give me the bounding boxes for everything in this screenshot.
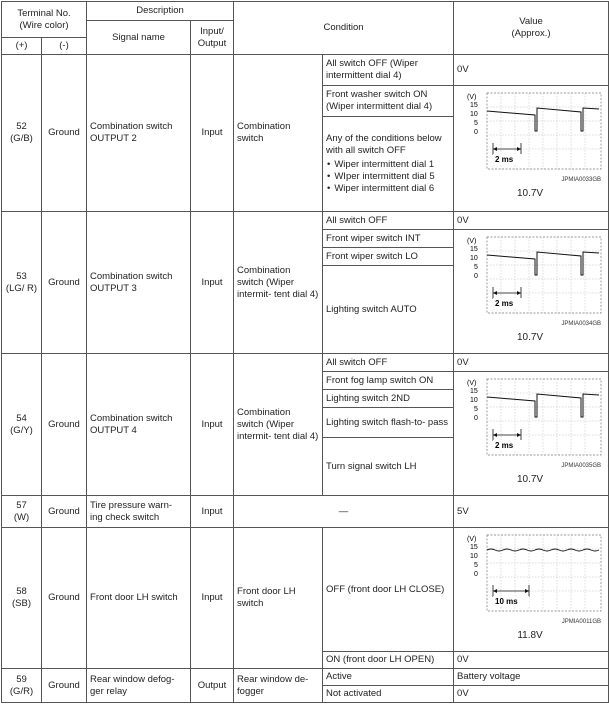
waveform-unit: (V) [467,536,477,543]
io-cell: Input [191,496,234,528]
table-row [2,212,609,230]
value-cell: 0V [454,686,609,703]
value-cell: 0V [454,212,609,230]
condition-group: Combination switch (Wiper intermit- tent dial 4) [234,212,323,354]
time-scale-label: 2 ms [495,441,514,450]
minus-header: (-) [42,38,87,55]
time-scale-label: 2 ms [495,299,514,308]
ground-cell: Ground [42,212,87,354]
waveform-value: 10.7V [516,332,544,343]
waveform-tick: 0 [474,415,478,422]
waveform-tick: 15 [470,544,478,551]
condition-item: Lighting switch AUTO [323,266,454,354]
waveform-tick: 5 [474,264,478,271]
io-cell: Input [191,354,234,496]
condition-item: Turn signal switch LH [323,438,454,496]
condition-item: All switch OFF [323,212,454,230]
waveform-cell [454,230,609,354]
table-row [2,528,609,652]
terminal-54: 54 (G/Y) [2,354,42,496]
waveform-tick: 0 [474,273,478,280]
waveform-unit: (V) [467,94,477,101]
condition-item: Front fog lamp switch ON [323,372,454,390]
condition-item: Front wiper switch INT [323,230,454,248]
io-cell: Input [191,212,234,354]
waveform-tick: 10 [470,255,478,262]
waveform-tick: 0 [474,571,478,578]
condition-item: Lighting switch 2ND [323,390,454,408]
condition-header: Condition [234,2,454,55]
condition-item: Front wiper switch LO [323,248,454,266]
waveform-tick: 10 [470,397,478,404]
table-row [2,354,609,372]
signal-name-header: Signal name [87,21,191,55]
waveform-tick: 5 [474,562,478,569]
waveform-tick: 10 [470,111,478,118]
waveform-tick: 5 [474,406,478,413]
condition-item: Active [323,669,454,686]
ground-cell: Ground [42,55,87,212]
value-cell: 0V [454,55,609,86]
value-header: Value (Approx.) [454,2,609,55]
io-cell: Input [191,55,234,212]
waveform-tick: 15 [470,102,478,109]
description-header: Description [87,2,234,21]
input-output-header: Input/ Output [191,21,234,55]
plus-header: (+) [2,38,42,55]
ground-cell: Ground [42,496,87,528]
condition-item: All switch OFF (Wiper intermittent dial 4) [323,55,454,86]
condition-group: Rear window de- fogger [234,669,323,703]
table-row [2,55,609,86]
condition-item: ON (front door LH OPEN) [323,652,454,669]
waveform-unit: (V) [467,238,477,245]
terminal-53: 53 (LG/ R) [2,212,42,354]
condition-item: Front washer switch ON (Wiper intermittent dial 4) [323,86,454,117]
waveform-tick: 15 [470,246,478,253]
figure-code: JPMIA0035GB [561,463,602,469]
signal-name: Combination switch OUTPUT 4 [87,354,191,496]
terminal-58: 58 (SB) [2,528,42,669]
condition-item: All switch OFF [323,354,454,372]
ground-cell: Ground [42,669,87,703]
terminal-57: 57 (W) [2,496,42,528]
terminal-no-header: Terminal No. (Wire color) [2,2,87,38]
bullet-item: • WIper intermittent dial 5 [336,171,450,183]
condition-item: Lighting switch flash-to- pass [323,408,454,438]
signal-name: Tire pressure warn- ing check switch [87,496,191,528]
io-cell: Input [191,528,234,669]
waveform-cell [454,372,609,496]
waveform-unit: (V) [467,380,477,387]
condition-item: — [234,496,454,528]
waveform-value: 10.7V [516,188,544,199]
waveform-cell [454,86,609,212]
terminal-52: 52 (G/B) [2,55,42,212]
waveform-tick: 0 [474,129,478,136]
condition-item: Any of the conditions below with all switch OFF • Wiper intermittent dial 1 • WIper intermittent dial 5 • Wiper intermittent dial 6 [323,117,454,212]
waveform-cell [454,528,609,652]
signal-name: Front door LH switch [87,528,191,669]
figure-code: JPMIA0034GB [561,321,602,327]
value-cell: 5V [454,496,609,528]
waveform-value: 11.8V [517,630,543,641]
waveform-diagram [463,533,603,629]
time-scale-label: 2 ms [495,155,514,164]
signal-name: Rear window defog- ger relay [87,669,191,703]
ground-cell: Ground [42,528,87,669]
signal-name: Combination switch OUTPUT 2 [87,55,191,212]
value-cell: 0V [454,354,609,372]
terminal-59: 59 (G/R) [2,669,42,703]
condition-group: Combination switch [234,55,323,212]
condition-group: Combination switch (Wiper intermit- tent dial 4) [234,354,323,496]
ground-cell: Ground [42,354,87,496]
figure-code: JPMIA0011GB [561,619,602,625]
value-cell: Battery voltage [454,669,609,686]
waveform-tick: 10 [470,553,478,560]
waveform-diagram [463,235,603,331]
condition-group: Front door LH switch [234,528,323,669]
figure-code: JPMIA0033GB [561,177,602,183]
time-scale-label: 10 ms [495,597,518,606]
condition-item: Not activated [323,686,454,703]
signal-name: Combination switch OUTPUT 3 [87,212,191,354]
bullet-item: • Wiper intermittent dial 6 [336,183,450,195]
waveform-tick: 5 [474,120,478,127]
terminal-table [1,1,609,703]
table-row [2,669,609,686]
table-row [2,496,609,528]
value-cell: 0V [454,652,609,669]
bullet-item: • Wiper intermittent dial 1 [336,159,450,171]
waveform-diagram [463,377,603,473]
waveform-tick: 15 [470,388,478,395]
io-cell: Output [191,669,234,703]
waveform-diagram [463,91,603,187]
waveform-value: 10.7V [516,474,544,485]
condition-item: OFF (front door LH CLOSE) [323,528,454,652]
